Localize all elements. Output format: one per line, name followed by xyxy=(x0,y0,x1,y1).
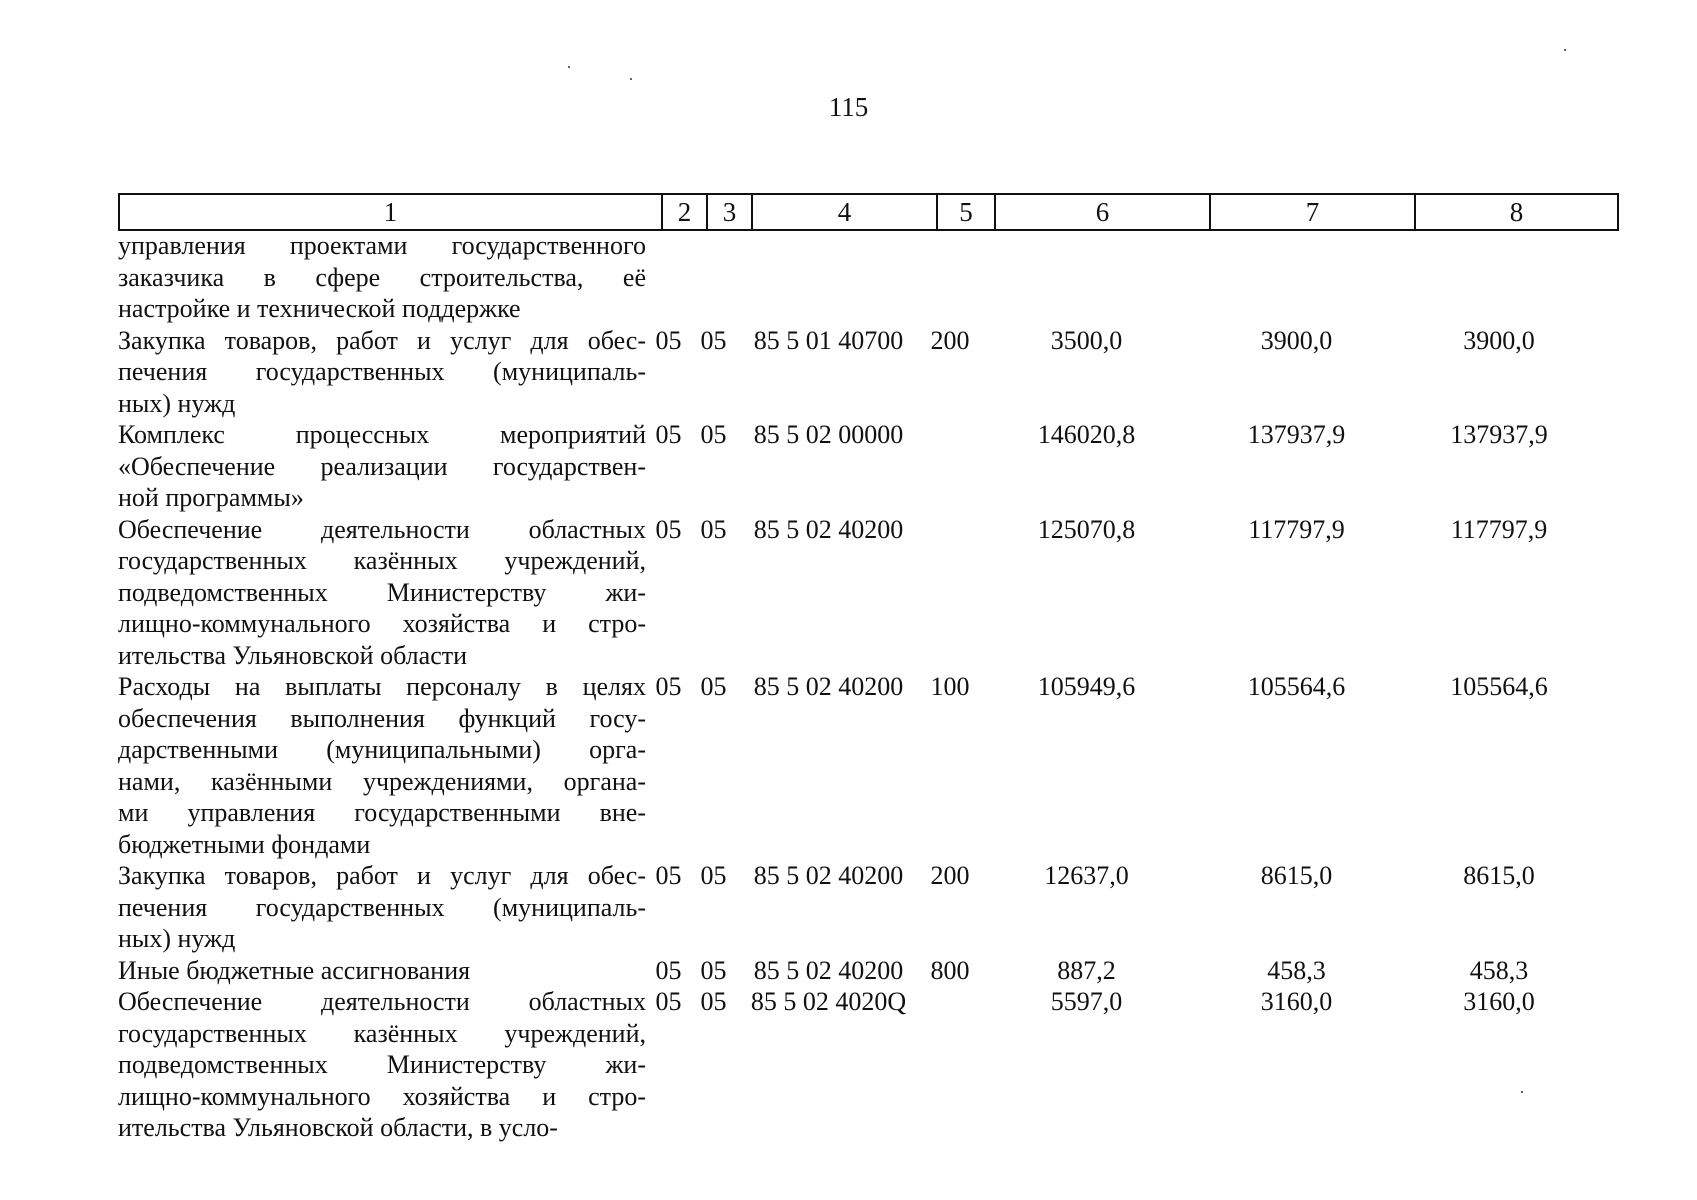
cell-c7: 458,3 xyxy=(1267,955,1326,985)
cell-c4: 85 5 02 00000 xyxy=(753,420,904,449)
column-header-8: 8 xyxy=(1415,194,1618,230)
table-row xyxy=(118,986,1617,1144)
description-line: ми управления государственными вне- xyxy=(118,798,646,827)
cell-c6: 887,2 xyxy=(1057,955,1116,985)
cell-c2: 05 xyxy=(655,861,682,890)
cell-c4: 85 5 02 40200 xyxy=(753,514,904,544)
cell-c2: 05 xyxy=(655,672,682,701)
cell-c5: 200 xyxy=(930,325,970,355)
cell-c8: 3900,0 xyxy=(1463,325,1535,355)
description-line: настройке и технической поддержке xyxy=(118,294,521,323)
description-line: ной программы» xyxy=(118,483,304,512)
page-number: 115 xyxy=(828,92,869,122)
row-description xyxy=(118,514,646,672)
description-line: государственных казённых учреждений, xyxy=(118,546,646,575)
description-line: печения государственных (муниципаль- xyxy=(118,357,646,386)
table-row xyxy=(118,514,1617,672)
row-description xyxy=(118,325,646,420)
scan-speck xyxy=(630,78,632,80)
row-description xyxy=(118,419,646,514)
description-line: ных) нужд xyxy=(118,924,236,953)
description-line: ных) нужд xyxy=(118,388,236,418)
cell-c8: 137937,9 xyxy=(1450,420,1548,449)
column-header-row xyxy=(119,194,1618,230)
column-header-2: 2 xyxy=(662,194,707,230)
description-line: Иные бюджетные ассигнования xyxy=(118,955,471,985)
cell-c8: 105564,6 xyxy=(1450,672,1548,701)
cell-c4: 85 5 02 4020Q xyxy=(750,987,907,1016)
cell-c8: 8615,0 xyxy=(1463,861,1535,890)
cell-c3: 05 xyxy=(700,955,727,985)
cell-c7: 137937,9 xyxy=(1247,420,1346,449)
cell-c6: 3500,0 xyxy=(1050,325,1123,355)
cell-c4: 85 5 02 40200 xyxy=(753,955,904,985)
description-line: дарственными (муниципальными) орга- xyxy=(118,735,646,764)
row-description xyxy=(118,860,646,955)
cell-c6: 146020,8 xyxy=(1037,420,1136,449)
cell-c3: 05 xyxy=(700,861,727,890)
cell-c6: 125070,8 xyxy=(1037,514,1136,544)
cell-c6: 105949,6 xyxy=(1037,672,1136,701)
cell-c3: 05 xyxy=(700,420,727,449)
description-line: Закупка товаров, работ и услуг для обес- xyxy=(118,325,646,355)
cell-c2: 05 xyxy=(655,514,682,544)
description-line: «Обеспечение реализации государствен- xyxy=(118,451,646,481)
cell-c3: 05 xyxy=(700,672,727,701)
cell-c3: 05 xyxy=(700,514,727,544)
column-header-3: 3 xyxy=(707,194,752,230)
cell-c7: 105564,6 xyxy=(1247,672,1346,701)
row-description xyxy=(118,671,646,860)
cell-c2: 05 xyxy=(655,325,682,355)
cell-c6: 12637,0 xyxy=(1044,861,1129,890)
table-row xyxy=(118,671,1617,860)
cell-c7: 3900,0 xyxy=(1260,325,1333,355)
row-description xyxy=(118,230,646,325)
cell-c5: 200 xyxy=(930,861,970,890)
column-header-1: 1 xyxy=(119,194,662,230)
column-header-4: 4 xyxy=(752,194,937,230)
scan-speck xyxy=(568,66,570,68)
row-description xyxy=(118,955,646,987)
description-line: Обеспечение деятельности областных xyxy=(118,987,646,1016)
description-line: лищно-коммунального хозяйства и стро- xyxy=(118,1081,646,1111)
scan-speck xyxy=(1521,1091,1523,1093)
cell-c2: 05 xyxy=(655,955,682,985)
cell-c7: 3160,0 xyxy=(1260,987,1333,1016)
description-line: Обеспечение деятельности областных xyxy=(118,514,646,544)
cell-c7: 8615,0 xyxy=(1260,861,1333,890)
column-header-5: 5 xyxy=(937,194,995,230)
table-row xyxy=(118,325,1617,420)
cell-c8: 117797,9 xyxy=(1450,514,1548,544)
cell-c4: 85 5 02 40200 xyxy=(753,861,904,890)
cell-c7: 117797,9 xyxy=(1248,514,1345,544)
cell-c3: 05 xyxy=(700,325,727,355)
description-line: нами, казёнными учреждениями, органа- xyxy=(118,766,646,796)
description-line: лищно-коммунального хозяйства и стро- xyxy=(118,609,646,638)
cell-c6: 5597,0 xyxy=(1050,987,1123,1016)
table-row xyxy=(118,230,1617,325)
column-header-table xyxy=(118,193,1619,231)
description-line: обеспечения выполнения функций госу- xyxy=(118,703,646,733)
cell-c3: 05 xyxy=(700,987,727,1016)
description-line: Расходы на выплаты персоналу в целях xyxy=(118,672,646,701)
table-row xyxy=(118,955,1617,987)
description-line: ительства Ульяновской области, в усло- xyxy=(118,1113,558,1142)
description-line: подведомственных Министерству жи- xyxy=(118,577,646,607)
description-line: Закупка товаров, работ и услуг для обес- xyxy=(118,861,646,890)
description-line: подведомственных Министерству жи- xyxy=(118,1050,646,1079)
cell-c4: 85 5 01 40700 xyxy=(753,325,904,355)
cell-c5: 100 xyxy=(930,672,970,701)
table-row xyxy=(118,419,1617,514)
cell-c8: 458,3 xyxy=(1469,955,1529,985)
description-line: заказчика в сфере строительства, её xyxy=(118,262,646,292)
description-line: ительства Ульяновской области xyxy=(118,640,468,670)
description-line: управления проектами государственного xyxy=(118,231,646,260)
column-header-6: 6 xyxy=(995,194,1210,230)
cell-c4: 85 5 02 40200 xyxy=(753,672,904,701)
description-line: печения государственных (муниципаль- xyxy=(118,892,646,922)
cell-c2: 05 xyxy=(655,987,682,1016)
scan-speck xyxy=(1564,49,1566,51)
cell-c5: 800 xyxy=(930,955,970,985)
description-line: государственных казённых учреждений, xyxy=(118,1018,646,1048)
description-line: Комплекс процессных мероприятий xyxy=(118,420,646,449)
table-row xyxy=(118,860,1617,955)
cell-c8: 3160,0 xyxy=(1463,987,1535,1016)
budget-table-body xyxy=(118,230,1617,1144)
cell-c2: 05 xyxy=(655,420,682,449)
column-header-7: 7 xyxy=(1210,194,1415,230)
row-description xyxy=(118,986,646,1144)
description-line: бюджетными фондами xyxy=(118,829,371,859)
